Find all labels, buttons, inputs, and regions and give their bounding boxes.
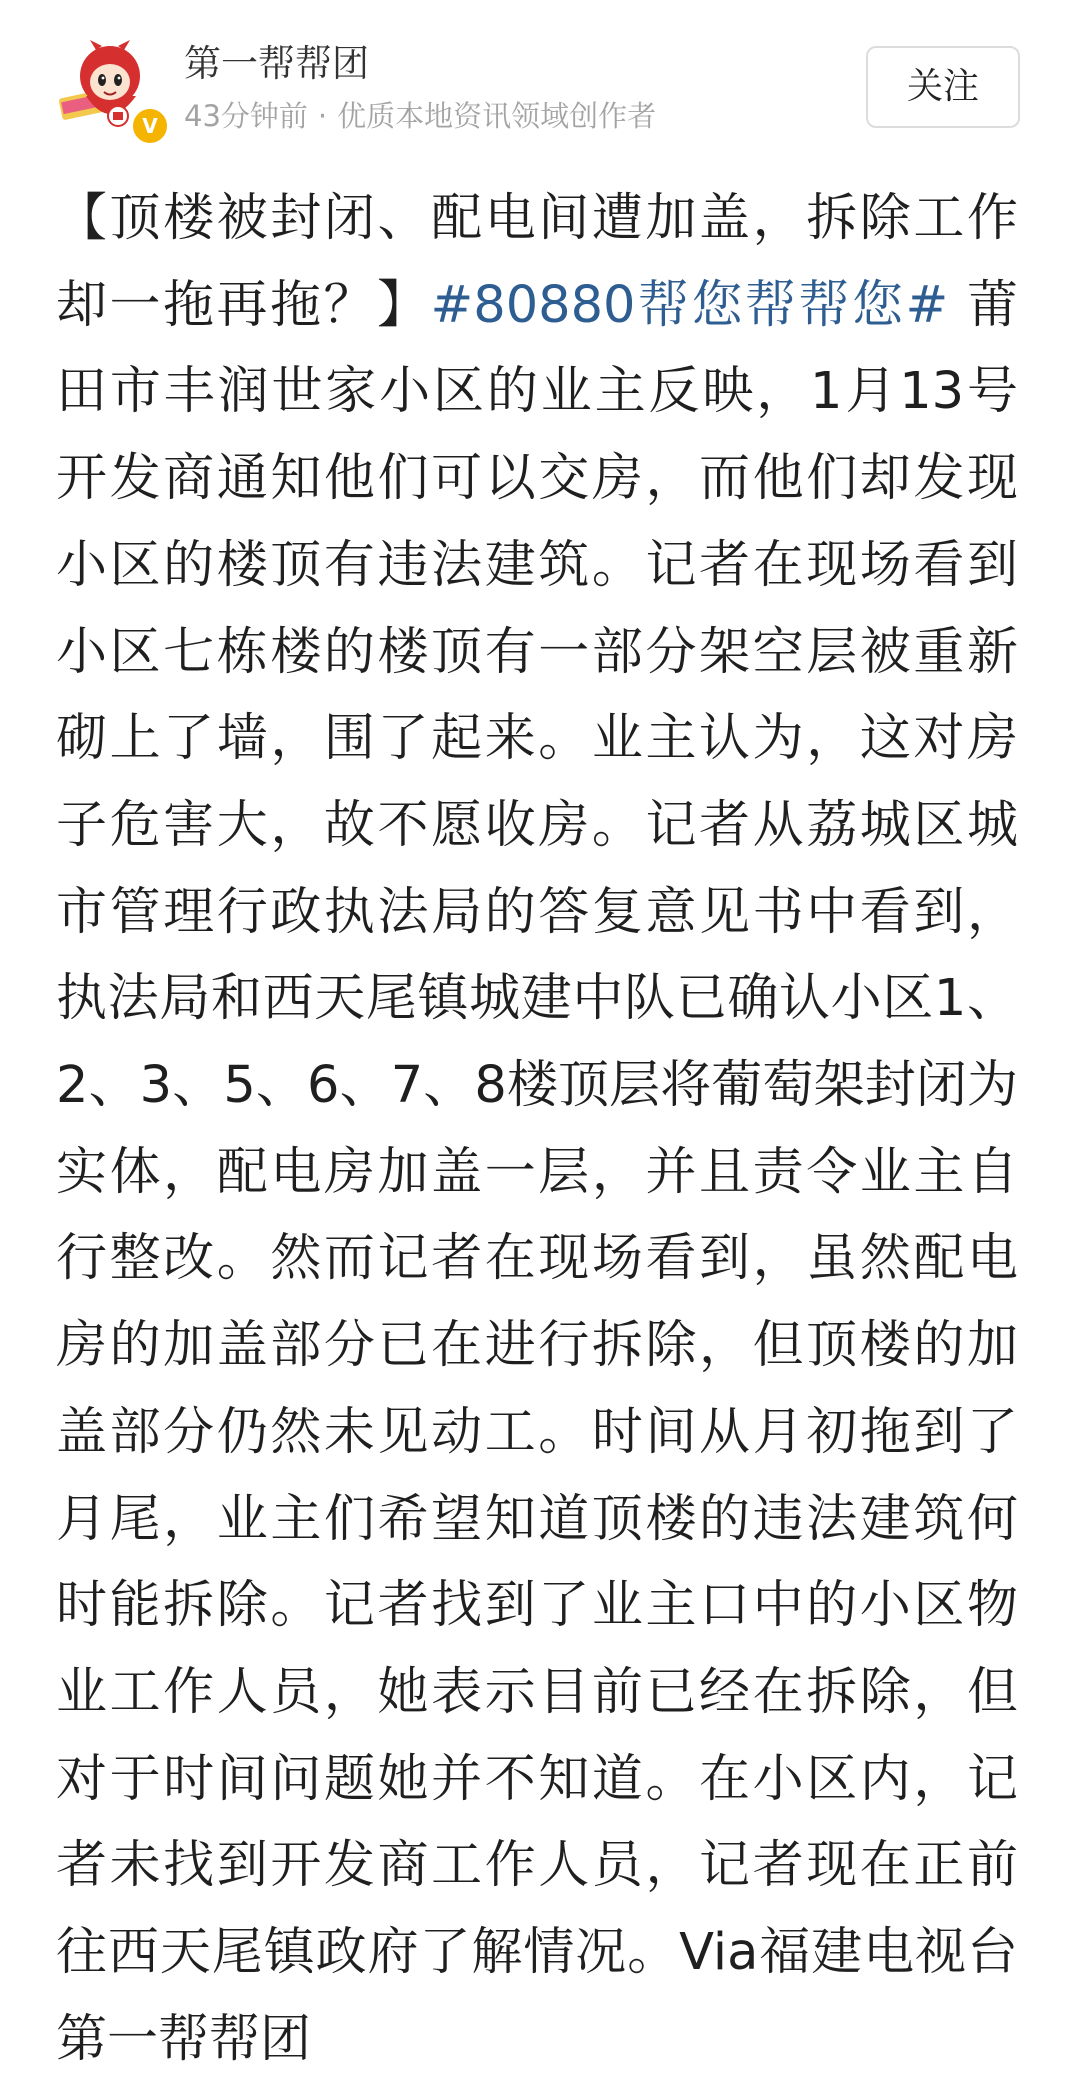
- post-body: 莆田市丰润世家小区的业主反映，1月13号开发商通知他们可以交房，而他们却发现小区的楼顶有违法建筑。记者在现场看到小区七栋楼的楼顶有一部分架空层被重新砌上了墙，围了起来。业主认为，这对房子危害大，故不愿收房。记者从荔城区城市管理行政执法局的答复意见书中看到，执法局和西天尾镇城建中队已确认小区1、2、3、5、6、7、8楼顶层将葡萄架封闭为实体，配电房加盖一层，并且责令业主自行整改。然而记者在现场看到，虽然配电房的加盖部分已在进行拆除，但顶楼的加盖部分仍然未见动工。时间从月初拖到了月尾，业主们希望知道顶楼的违法建筑何时能拆除。记者找到了业主口中的小区物业工作人员，她表示目前已经在拆除，但对于时间问题她并不知道。在小区内，记者未找到开发商工作人员，记者现在正前往西天尾镇政府了解情况。Via福建电视台第一帮帮团: [56, 275, 1018, 2069]
- post-header: [0, 0, 1079, 150]
- post-time: 43分钟前: [184, 99, 308, 133]
- follow-button[interactable]: 关注: [866, 46, 1020, 128]
- post-meta: [184, 96, 656, 136]
- author-description: 优质本地资讯领域创作者: [337, 99, 657, 133]
- post-title: 【顶楼被封闭、配电间遭加盖，拆除工作却一拖再拖？】: [56, 189, 1018, 335]
- meta-separator: ·: [317, 99, 328, 133]
- author-name[interactable]: 第一帮帮团: [184, 42, 369, 85]
- verified-badge-icon: V: [130, 106, 170, 146]
- hashtag-link[interactable]: #80880帮您帮帮您#: [430, 275, 949, 335]
- post-content: [56, 176, 1018, 2083]
